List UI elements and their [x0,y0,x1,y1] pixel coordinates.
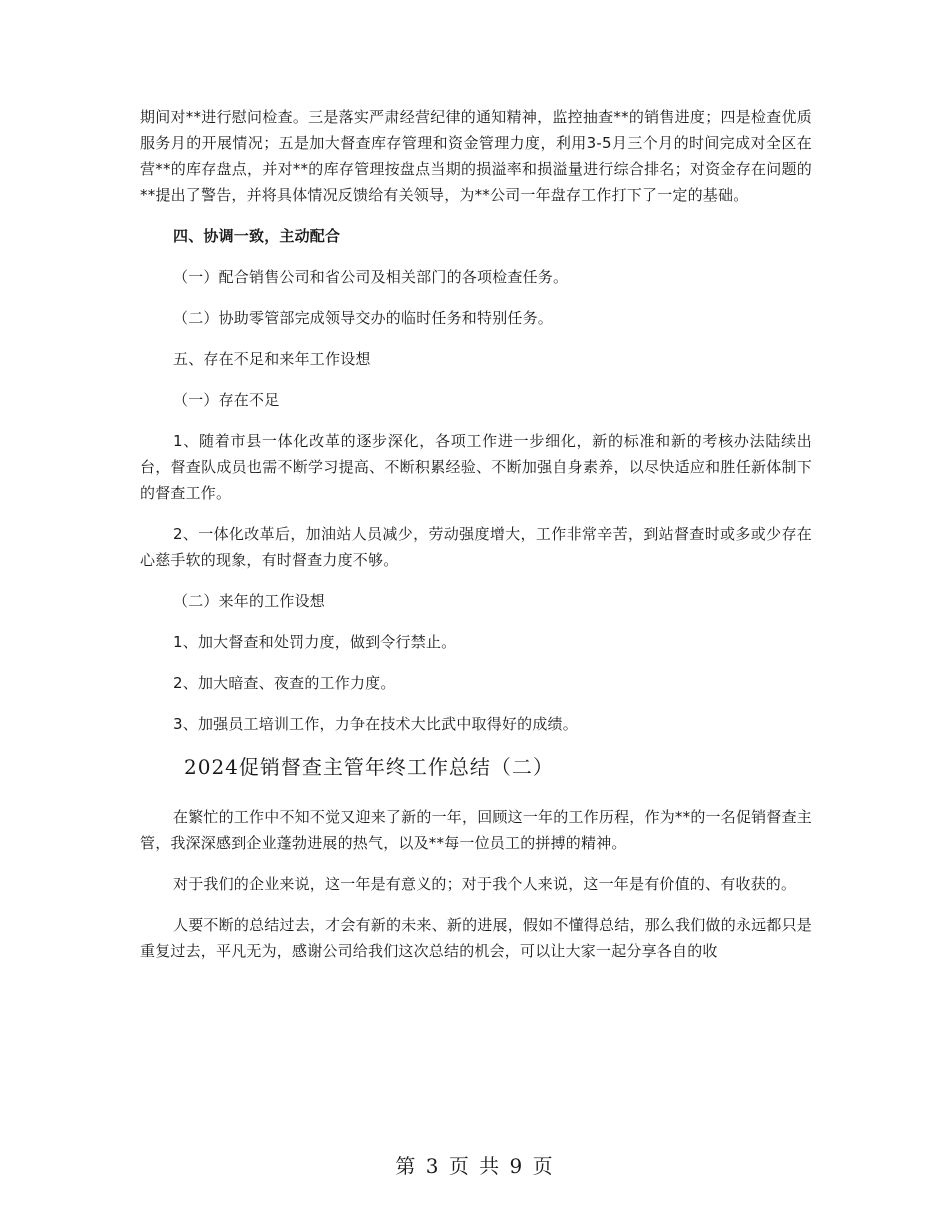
subheading-next-year-plans: （二）来年的工作设想 [173,592,326,610]
section-title: 2024促销督查主管年终工作总结（二） [184,755,554,779]
page-content [140,104,812,979]
paragraph-plan-2: 2、加大暗查、夜查的工作力度。 [173,674,396,692]
paragraph-plan-1: 1、加大督查和处罚力度，做到令行禁止。 [173,633,457,651]
paragraph-shortcoming-2: 2、一体化改革后，加油站人员减少，劳动强度增大，工作非常辛苦，到站督查时或多或少存在心慈手软的现象，有时督查力度不够。 [140,525,812,569]
paragraph-inspection-summary: 期间对**进行慰问检查。三是落实严肃经营纪律的通知精神，监控抽查**的销售进度；四是检查优质服务月的开展情况；五是加大督查库存管理和资金管理力度，利用3-5月三个月的时间完成对全区在营**的库存盘点，并对**的库存管理按盘点当期的损溢率和损溢量进行综合排名；对资金存在问题的**提出了警告，并将具体情况反馈给有关领导，为**公司一年盘存工作打下了一定的基础。 [140,108,812,204]
paragraph-meaning: 对于我们的企业来说，这一年是有意义的；对于我个人来说，这一年是有价值的、有收获的。 [173,875,797,893]
paragraph-summary-importance: 人要不断的总结过去，才会有新的未来、新的进展，假如不懂得总结，那么我们做的永远都只是重复过去，平凡无为，感谢公司给我们这次总结的机会，可以让大家一起分享各自的收 [140,916,812,960]
subheading-shortcomings: （一）存在不足 [173,391,280,409]
heading-shortcomings-and-plans: 五、存在不足和来年工作设想 [173,350,371,368]
paragraph-intro: 在繁忙的工作中不知不觉又迎来了新的一年，回顾这一年的工作历程，作为**的一名促销督查主管，我深深感到企业蓬勃进展的热气，以及**每一位员工的拼搏的精神。 [140,808,812,852]
page-number-footer: 第 3 页 共 9 页 [395,1154,555,1178]
heading-coordination: 四、协调一致，主动配合 [173,227,341,245]
paragraph-plan-3: 3、加强员工培训工作，力争在技术大比武中取得好的成绩。 [173,715,578,733]
paragraph-shortcoming-1: 1、随着市县一体化改革的逐步深化，各项工作进一步细化，新的标准和新的考核办法陆续出台，督查队成员也需不断学习提高、不断积累经验、不断加强自身素养，以尽快适应和胜任新体制下的督查工作。 [140,432,812,502]
paragraph-coordination-item-2: （二）协助零管部完成领导交办的临时任务和特别任务。 [173,309,554,327]
paragraph-coordination-item-1: （一）配合销售公司和省公司及相关部门的各项检查任务。 [173,268,569,286]
